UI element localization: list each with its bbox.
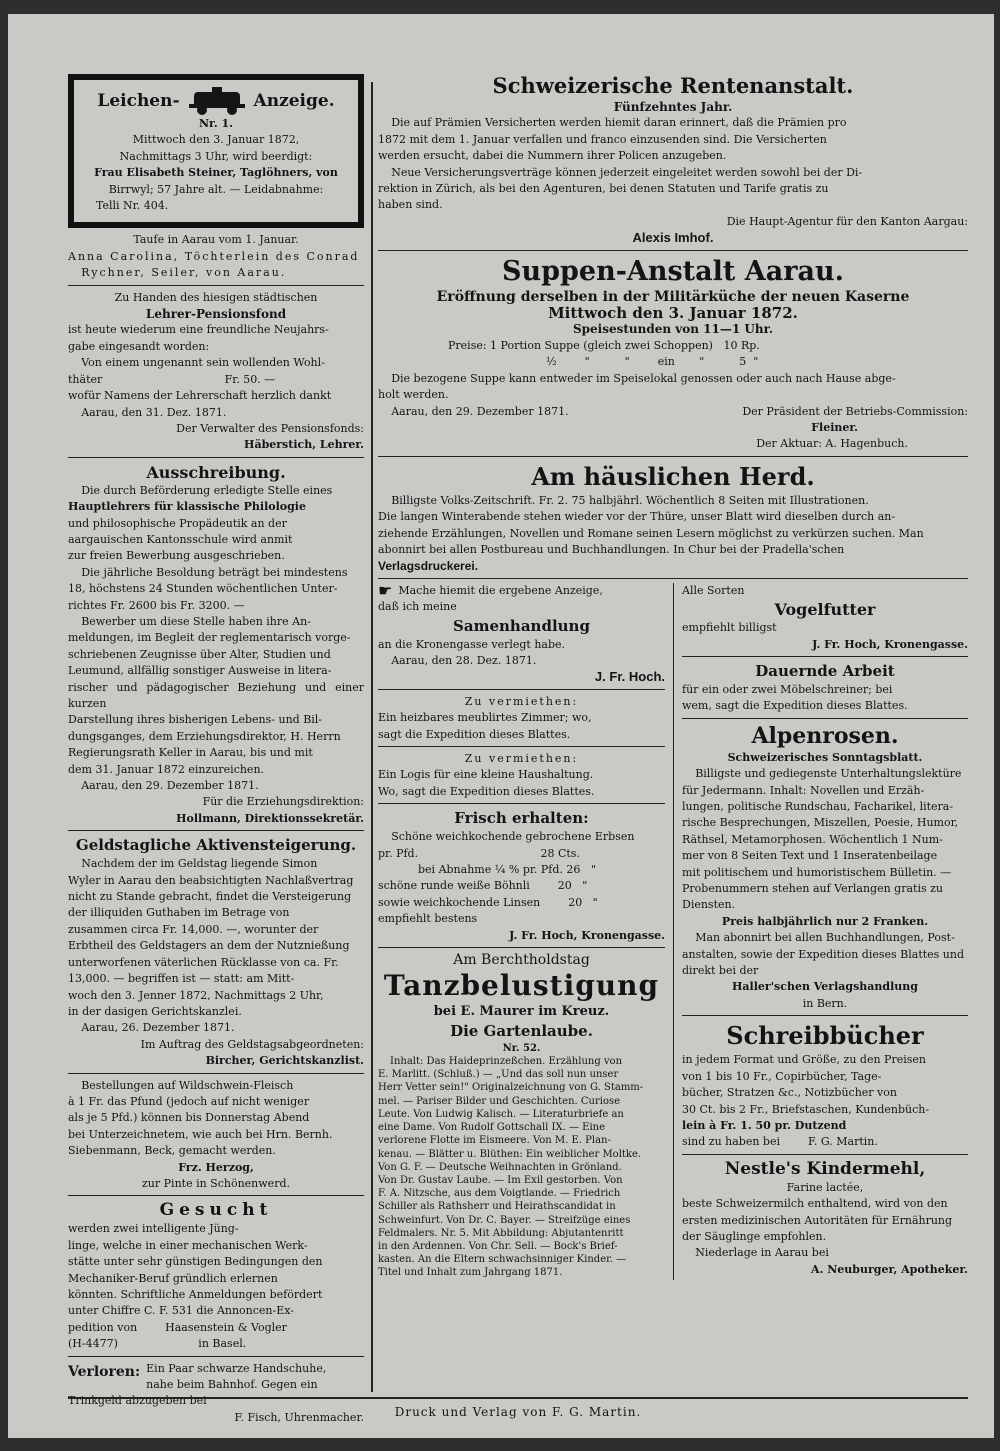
- pension-line: wofür Namens der Lehrerschaft herzlich dankt: [68, 389, 332, 403]
- seed-shop-ad: [378, 580, 665, 686]
- tender-line: dem 31. Januar 1872 einzureichen.: [68, 762, 265, 776]
- page-body: [68, 72, 968, 1422]
- alpine-line: lungen, politische Rundschau, Facharikel, litera-: [682, 800, 954, 813]
- annuity-line: rektion in Zürich, als bei den Agenturen, bei denen Statuten und Tarife gratis zu: [378, 182, 829, 196]
- nestle-ad: [682, 1159, 968, 1278]
- auction-line: zusammen circa Fr. 14,000. —, worunter der: [68, 922, 319, 936]
- garden-line: Feldmalers. Nr. 5. Mit Abbildung: Abjutantenritt: [378, 1227, 624, 1239]
- alpine-line: rische Besprechungen, Miszellen, Poesie, Humor,: [682, 816, 959, 830]
- wanted-line: könnten. Schriftliche Anmeldungen befördert: [68, 1288, 323, 1301]
- boar-line: à 1 Fr. das Pfund (jedoch auf nicht weniger: [68, 1094, 310, 1108]
- wanted-line: linge, welche in einer mechanischen Werk-: [68, 1238, 308, 1252]
- divider: [378, 689, 665, 690]
- soup-kitchen-ad: [378, 255, 968, 453]
- lost-line: F. Fisch, Uhrenmacher.: [234, 1410, 364, 1424]
- garden-line: Titel und Inhalt zum Jahrgang 1871.: [378, 1267, 563, 1279]
- copybooks-ad: [682, 1020, 968, 1150]
- bird-line: J. Fr. Hoch, Kronengasse.: [812, 637, 968, 651]
- right-subcolumns: [378, 580, 968, 1280]
- garden-line: Schiller als Rathsherr und Heirathscandidat in: [378, 1201, 616, 1213]
- divider: [682, 656, 968, 657]
- soup-price: Preise: 1 Portion Suppe (gleich zwei Schoppen) 10 Rp.: [448, 338, 760, 352]
- funeral-line: Frau Elisabeth Steiner, Taglöhners, von: [94, 166, 338, 180]
- divider: [378, 578, 968, 579]
- alpine-line: anstalten, sowie der Expedition dieses Blattes und: [682, 947, 965, 961]
- soup-price: ½ " " ein " 5 ": [546, 355, 759, 369]
- wanted-notice: [68, 1200, 364, 1352]
- garden-line: Leute. Von Ludwig Kalisch. — Literaturbriefe an: [378, 1108, 624, 1120]
- lost-line: Ein Paar schwarze Handschuhe,: [146, 1361, 327, 1375]
- soup-line: Eröffnung derselben in der Militärküche der neuen Kaserne: [436, 288, 910, 305]
- seed-line: an die Kronengasse verlegt habe.: [378, 637, 566, 651]
- annuity-line: Die auf Prämien Versicherten werden hiemit daran erinnert, daß die Prämien pro: [391, 116, 847, 130]
- divider: [378, 250, 968, 251]
- wanted-line: unter Chiffre C. F. 531 die Annoncen-Ex-: [68, 1304, 294, 1318]
- fresh-line: bei Abnahme ¼ % pr. Pfd. 26 ": [418, 863, 596, 877]
- tender-line: Bewerber um diese Stelle haben ihre An-: [81, 614, 311, 628]
- soup-line: Mittwoch den 3. Januar 1872.: [548, 304, 798, 323]
- books-title: Schreibbücher: [726, 1021, 924, 1051]
- garden-line: Von G. F. — Deutsche Weihnachten in Grönland.: [378, 1161, 622, 1173]
- alpine-line: Räthsel, Metamorphosen. Wöchentlich 1 Num-: [682, 832, 943, 846]
- funeral-title-b: Anzeige.: [253, 90, 335, 111]
- annuity-ad: [378, 72, 968, 247]
- hearth-line: abonnirt bei allen Postbureau und Buchhandlungen. In Chur bei der Pradella'schen: [378, 542, 845, 556]
- nestle-line: A. Neuburger, Apotheker.: [811, 1262, 968, 1276]
- pension-line: gabe eingesandt worden:: [68, 339, 210, 353]
- boar-meat-notice: [68, 1078, 364, 1193]
- rent-line: Zu vermiethen:: [464, 694, 579, 708]
- imprint-rule: [68, 1397, 968, 1399]
- sub-right-column: [673, 583, 968, 1280]
- pension-line: Häberstich, Lehrer.: [244, 438, 364, 452]
- divider: [682, 718, 968, 719]
- hearth-line: ziehende Erzählungen, Novellen und Romane seinen Lesern möglichst zu verkürzen suchen. Man: [378, 526, 924, 540]
- tender-line: 18, höchstens 24 Stunden wöchentlichen Unter-: [68, 582, 338, 596]
- annuity-subtitle: Fünfzehntes Jahr.: [613, 100, 733, 114]
- divider: [68, 1356, 364, 1357]
- tender-line: schriebenen Zeugnisse über Alter, Studien und: [68, 647, 331, 661]
- lost-line: Trinkgeld abzugeben bei: [68, 1394, 207, 1408]
- soup-line: Die bezogene Suppe kann entweder im Speiselokal genossen oder auch nach Hause abge-: [391, 371, 896, 385]
- nestle-subtitle: Farine lactée,: [786, 1180, 864, 1194]
- tender-line: aargauischen Kantonsschule wird anmit: [68, 532, 293, 546]
- garden-line: verlorene Flotte im Eismeere. Von M. E. Plan-: [378, 1135, 611, 1147]
- soup-title: Suppen-Anstalt Aarau.: [502, 255, 844, 287]
- seed-line: Samenhandlung: [453, 616, 590, 635]
- funeral-line: Nachmittags 3 Uhr, wird beerdigt:: [119, 149, 313, 163]
- auction-line: in der dasigen Gerichtskanzlei.: [68, 1004, 242, 1018]
- tender-line: Die durch Beförderung erledigte Stelle eines: [81, 483, 333, 497]
- annuity-line: 1872 mit dem 1. Januar verfallen und franco einzusenden sind. Die Versicherten: [378, 132, 827, 146]
- lost-title: Verloren:: [68, 1363, 141, 1380]
- auction-line: Aarau, 26. Dezember 1871.: [81, 1021, 235, 1035]
- alpine-line: Man abonnirt bei allen Buchhandlungen, Post-: [695, 931, 955, 945]
- seed-line: daß ich meine: [378, 600, 457, 614]
- books-line: sind zu haben bei F. G. Martin.: [682, 1135, 878, 1149]
- annuity-line: Alexis Imhof.: [632, 230, 714, 246]
- pension-line: Zu Handen des hiesigen städtischen: [114, 290, 318, 304]
- nestle-line: ersten medizinischen Autoritäten für Ernährung: [682, 1213, 953, 1227]
- boar-line: Bestellungen auf Wildschwein-Fleisch: [81, 1078, 294, 1092]
- divider: [68, 457, 364, 458]
- soup-line: Speisestunden von 11—1 Uhr.: [572, 322, 773, 337]
- seed-line: Mache hiemit die ergebene Anzeige,: [398, 583, 603, 597]
- divider: [68, 1195, 364, 1196]
- fresh-line: empfiehlt bestens: [378, 912, 478, 926]
- auction-line: Erbtheil des Geldstagers an dem der Nutznießung: [68, 939, 350, 953]
- garden-line: Inhalt: Das Haideprinzeßchen. Erzählung von: [390, 1056, 623, 1068]
- lost-line: nahe beim Bahnhof. Gegen ein: [146, 1378, 318, 1392]
- pension-notice: [68, 290, 364, 454]
- bird-pre: Alle Sorten: [682, 583, 745, 597]
- garden-line: kasten. An die Eltern schwachsinniger Kinder. —: [378, 1254, 627, 1266]
- books-line: in jedem Format und Größe, zu den Preisen: [682, 1053, 926, 1067]
- tender-line: Für die Erziehungsdirektion:: [202, 795, 364, 809]
- auction-notice: [68, 835, 364, 1069]
- divider: [682, 1015, 968, 1016]
- annuity-line: werden ersucht, dabei die Nummern ihrer Policen anzugeben.: [378, 149, 727, 163]
- funeral-line: Birrwyl; 57 Jahre alt. — Leidabnahme:: [108, 182, 324, 196]
- tender-line: Aarau, den 29. Dezember 1871.: [81, 779, 259, 793]
- tender-line: Darstellung ihres bisherigen Lebens- und Bil-: [68, 713, 323, 727]
- alpine-subtitle: Schweizerisches Sonntagsblatt.: [727, 750, 923, 764]
- auction-line: 13,000. — begriffen ist — statt: am Mitt-: [68, 972, 295, 986]
- tender-line: Leumund, allfällig sonstiger Ausweise in litera-: [68, 664, 332, 678]
- fresh-line: sowie weichkochende Linsen 20 ": [378, 895, 598, 909]
- auction-line: Bircher, Gerichtskanzlist.: [205, 1054, 364, 1068]
- soup-line: holt werden.: [378, 388, 449, 402]
- right-column: [378, 72, 968, 1280]
- nestle-title: Nestle's Kindermehl,: [724, 1158, 926, 1179]
- auction-line: Im Auftrag des Geldstagsabgeordneten:: [140, 1037, 364, 1051]
- bird-title: Vogelfutter: [774, 600, 876, 620]
- alpine-line: Diensten.: [682, 898, 736, 912]
- alpine-line: mer von 8 Seiten Text und 1 Inseratenbeilage: [682, 849, 938, 863]
- books-line: 30 Ct. bis 2 Fr., Briefstaschen, Kundenbüch-: [682, 1102, 930, 1116]
- funeral-line: Mittwoch den 3. Januar 1872,: [132, 133, 300, 147]
- annuity-line: Die Haupt-Agentur für den Kanton Aargau:: [726, 214, 968, 228]
- divider: [68, 285, 364, 286]
- wanted-line: (H-4477) in Basel.: [68, 1337, 247, 1351]
- funeral-line: Telli Nr. 404.: [96, 199, 169, 213]
- alpine-title: Alpenrosen.: [751, 722, 899, 749]
- auction-line: Wyler in Aarau den beabsichtigten Nachlaßvertrag: [68, 873, 354, 887]
- work-line: wem, sagt die Expedition dieses Blattes.: [682, 699, 908, 713]
- tender-line: und philosophische Propädeutik an der: [68, 516, 287, 530]
- work-title: Dauernde Arbeit: [755, 661, 895, 680]
- pension-line: ist heute wiederum eine freundliche Neujahrs-: [68, 323, 329, 337]
- pointing-hand-icon: ☛: [378, 580, 393, 600]
- tender-line: dungsganges, dem Erziehungsdirektor, H. Herrn: [68, 729, 341, 743]
- bird-line: empfiehlt billigst: [682, 621, 777, 635]
- annuity-line: Neue Versicherungsverträge können jederzeit eingeleitet werden sowohl bei der Di-: [391, 165, 863, 179]
- tender-line: richtes Fr. 2600 bis Fr. 3200. —: [68, 598, 245, 612]
- alpine-line: Billigste und gediegenste Unterhaltungslektüre: [695, 767, 962, 781]
- fresh-line: schöne runde weiße Böhnli 20 ": [378, 879, 588, 893]
- funeral-title-a: Leichen-: [97, 90, 180, 111]
- alpenrosen-ad: [682, 723, 968, 1013]
- alpine-line: Probenummern stehen auf Verlangen gratis zu: [682, 882, 943, 896]
- annuity-line: haben sind.: [378, 198, 443, 212]
- rent-line: Wo, sagt die Expedition dieses Blattes.: [378, 784, 595, 798]
- rent-line: Ein heizbares meublirtes Zimmer; wo,: [378, 711, 592, 725]
- fresh-line: pr. Pfd. 28 Cts.: [378, 846, 580, 860]
- nestle-line: der Säuglinge empfohlen.: [682, 1229, 827, 1243]
- lodging-rent-ad: [378, 751, 665, 800]
- garden-line: eine Dame. Von Rudolf Gottschall IX. — Eine: [378, 1122, 606, 1134]
- auction-line: der illiquiden Guthaben im Betrage von: [68, 906, 290, 920]
- work-ad: [682, 661, 968, 715]
- auction-line: nicht zu Stande gebracht, findet die Versteigerung: [68, 890, 352, 904]
- hearth-line: Die langen Winterabende stehen wieder vor der Thüre, unser Blatt wird dieselben durch an-: [378, 510, 896, 524]
- garden-line: F. A. Nitzsche, aus dem Voigtlande. — Friedrich: [378, 1188, 621, 1200]
- dance-ad: [378, 952, 665, 1021]
- books-line: lein à Fr. 1. 50 pr. Dutzend: [682, 1118, 847, 1132]
- auction-line: unterworfenen väterlichen Rücklasse von ca. Fr.: [68, 955, 339, 969]
- soup-line: Fleiner.: [811, 420, 858, 434]
- tender-line: Regierungsrath Keller in Aarau, bis und mit: [68, 746, 313, 760]
- divider: [68, 830, 364, 831]
- pension-line: thäter Fr. 50. —: [68, 372, 276, 386]
- books-line: von 1 bis 10 Fr., Copirbücher, Tage-: [682, 1069, 882, 1083]
- birdfood-ad: [682, 583, 968, 653]
- garden-line: Herr Vetter sein!" Originalzeichnung von G. Stamm-: [378, 1082, 644, 1094]
- garden-title: Die Gartenlaube.: [450, 1021, 593, 1040]
- annuity-title: Schweizerische Rentenanstalt.: [492, 73, 854, 98]
- tender-title: Ausschreibung.: [146, 462, 286, 482]
- alpine-line: für Jedermann. Inhalt: Novellen und Erzäh-: [682, 783, 925, 797]
- garden-line: Von Dr. Gustav Laube. — Im Exil gestorben. Von: [378, 1174, 623, 1186]
- wanted-line: Mechaniker-Beruf gründlich erlernen: [68, 1271, 278, 1285]
- work-line: für ein oder zwei Möbelschreiner; bei: [682, 682, 893, 696]
- garden-line: Schweinfurt. Von Dr. C. Bayer. — Streifzüge eines: [378, 1214, 631, 1226]
- tender-line: Hauptlehrers für klassische Philologie: [68, 500, 306, 514]
- baptism-line: Rychner, Seiler, von Aarau.: [81, 266, 287, 280]
- pension-line: Aarau, den 31. Dez. 1871.: [81, 405, 227, 419]
- baptism-line: Taufe in Aarau vom 1. Januar.: [133, 233, 299, 247]
- boar-line: Frz. Herzog,: [178, 1160, 254, 1174]
- divider: [68, 1073, 364, 1074]
- auction-line: Nachdem der im Geldstag liegende Simon: [81, 857, 318, 871]
- alpine-line: mit politischem und humoristischem Bülletin. —: [682, 865, 952, 879]
- imprint: Druck und Verlag von F. G. Martin.: [394, 1405, 642, 1419]
- room-rent-ad: [378, 694, 665, 743]
- books-line: bücher, Stratzen &c., Notizbücher von: [682, 1086, 897, 1100]
- fresh-title: Frisch erhalten:: [454, 809, 589, 828]
- pension-line: Lehrer-Pensionsfond: [145, 307, 287, 322]
- fresh-goods-ad: [378, 808, 665, 944]
- dance-post: bei E. Maurer im Kreuz.: [433, 1004, 610, 1020]
- newspaper-page: [8, 14, 994, 1438]
- tender-line: meldungen, im Begleit der reglementarisch vorge-: [68, 631, 351, 645]
- divider: [682, 1154, 968, 1155]
- seed-line: J. Fr. Hoch.: [594, 669, 665, 685]
- garden-line: kenau. — Blätter u. Blüthen: Ein weiblicher Moltke.: [378, 1148, 642, 1160]
- seed-line: Aarau, den 28. Dez. 1871.: [391, 653, 537, 667]
- divider: [378, 947, 665, 948]
- wanted-line: pedition von Haasenstein & Vogler: [68, 1320, 287, 1334]
- dance-pre: Am Berchtholdstag: [453, 952, 590, 969]
- wanted-title: Gesucht: [159, 1200, 273, 1221]
- auction-title: Geldstagliche Aktivensteigerung.: [75, 836, 357, 855]
- hearse-icon: [186, 86, 248, 116]
- gartenlaube-ad: [378, 1021, 665, 1280]
- hearth-line: Verlagsdruckerei.: [378, 559, 479, 574]
- funeral-notice: [68, 74, 364, 228]
- soup-line: Aarau, den 29. Dezember 1871.: [391, 404, 569, 418]
- boar-line: Siebenmann, Beck, gemacht werden.: [68, 1144, 276, 1158]
- alpine-line: in Bern.: [802, 996, 848, 1010]
- garden-line: E. Marlitt. (Schluß.) — „Und das soll nun unser: [378, 1069, 619, 1081]
- nestle-line: Niederlage in Aarau bei: [695, 1246, 829, 1260]
- sub-left-column: [378, 580, 673, 1280]
- tender-line: zur freien Bewerbung ausgeschrieben.: [68, 549, 285, 563]
- fresh-line: J. Fr. Hoch, Kronengasse.: [509, 928, 665, 942]
- left-column: [68, 72, 364, 1426]
- soup-line: Der Präsident der Betriebs-Commission:: [742, 404, 968, 418]
- rent-line: Ein Logis für eine kleine Haushaltung.: [378, 768, 594, 782]
- hearth-ad: [378, 461, 968, 575]
- hearth-line: Billigste Volks-Zeitschrift. Fr. 2. 75 halbjährl. Wöchentlich 8 Seiten mit Illustrationen.: [391, 493, 869, 507]
- fresh-line: Schöne weichkochende gebrochene Erbsen: [391, 830, 635, 844]
- boar-line: als je 5 Pfd.) können bis Donnerstag Abend: [68, 1111, 310, 1125]
- wanted-line: stätte unter sehr günstigen Bedingungen den: [68, 1255, 323, 1269]
- garden-number: Nr. 52.: [502, 1042, 541, 1054]
- boar-line: zur Pinte in Schönenwerd.: [142, 1176, 290, 1190]
- alpine-line: Haller'schen Verlagshandlung: [732, 980, 918, 994]
- column-rule: [371, 82, 373, 1392]
- garden-line: mel. — Pariser Bilder und Geschichten. Curiose: [378, 1095, 621, 1107]
- garden-line: in den Ardennen. Von Chr. Sell. — Bock's Brief-: [378, 1240, 618, 1252]
- soup-line: Der Aktuar: A. Hagenbuch.: [756, 437, 908, 451]
- divider: [378, 803, 665, 804]
- tender-line: Die jährliche Besoldung beträgt bei mindestens: [81, 565, 348, 579]
- tender-line: rischer und pädagogischer Beziehung und einer kurzen: [68, 680, 364, 710]
- auction-line: woch den 3. Jenner 1872, Nachmittags 2 Uhr,: [68, 988, 324, 1002]
- tender-line: Hollmann, Direktionssekretär.: [176, 811, 364, 825]
- baptism-line: Anna Carolina, Töchterlein des Conrad: [68, 249, 360, 263]
- divider: [378, 746, 665, 747]
- nestle-line: beste Schweizermilch enthaltend, wird von den: [682, 1197, 948, 1211]
- pension-line: Von einem ungenannt sein wollenden Wohl-: [81, 356, 325, 370]
- funeral-number: Nr. 1.: [199, 117, 233, 130]
- boar-line: bei Unterzeichnetem, wie auch bei Hrn. Bernh.: [68, 1127, 333, 1141]
- hearth-title: Am häuslichen Herd.: [531, 461, 815, 491]
- baptism-notice: [68, 232, 364, 281]
- alpine-line: Preis halbjährlich nur 2 Franken.: [721, 914, 929, 928]
- tender-notice: [68, 462, 364, 828]
- rent-line: Zu vermiethen:: [464, 752, 579, 765]
- rent-line: sagt die Expedition dieses Blattes.: [378, 727, 571, 741]
- alpine-line: direkt bei der: [682, 964, 759, 978]
- wanted-line: werden zwei intelligente Jüng-: [68, 1222, 239, 1236]
- dance-title: Tanzbelustigung: [383, 969, 660, 1003]
- pension-line: Der Verwalter des Pensionsfonds:: [176, 421, 364, 435]
- divider: [378, 456, 968, 457]
